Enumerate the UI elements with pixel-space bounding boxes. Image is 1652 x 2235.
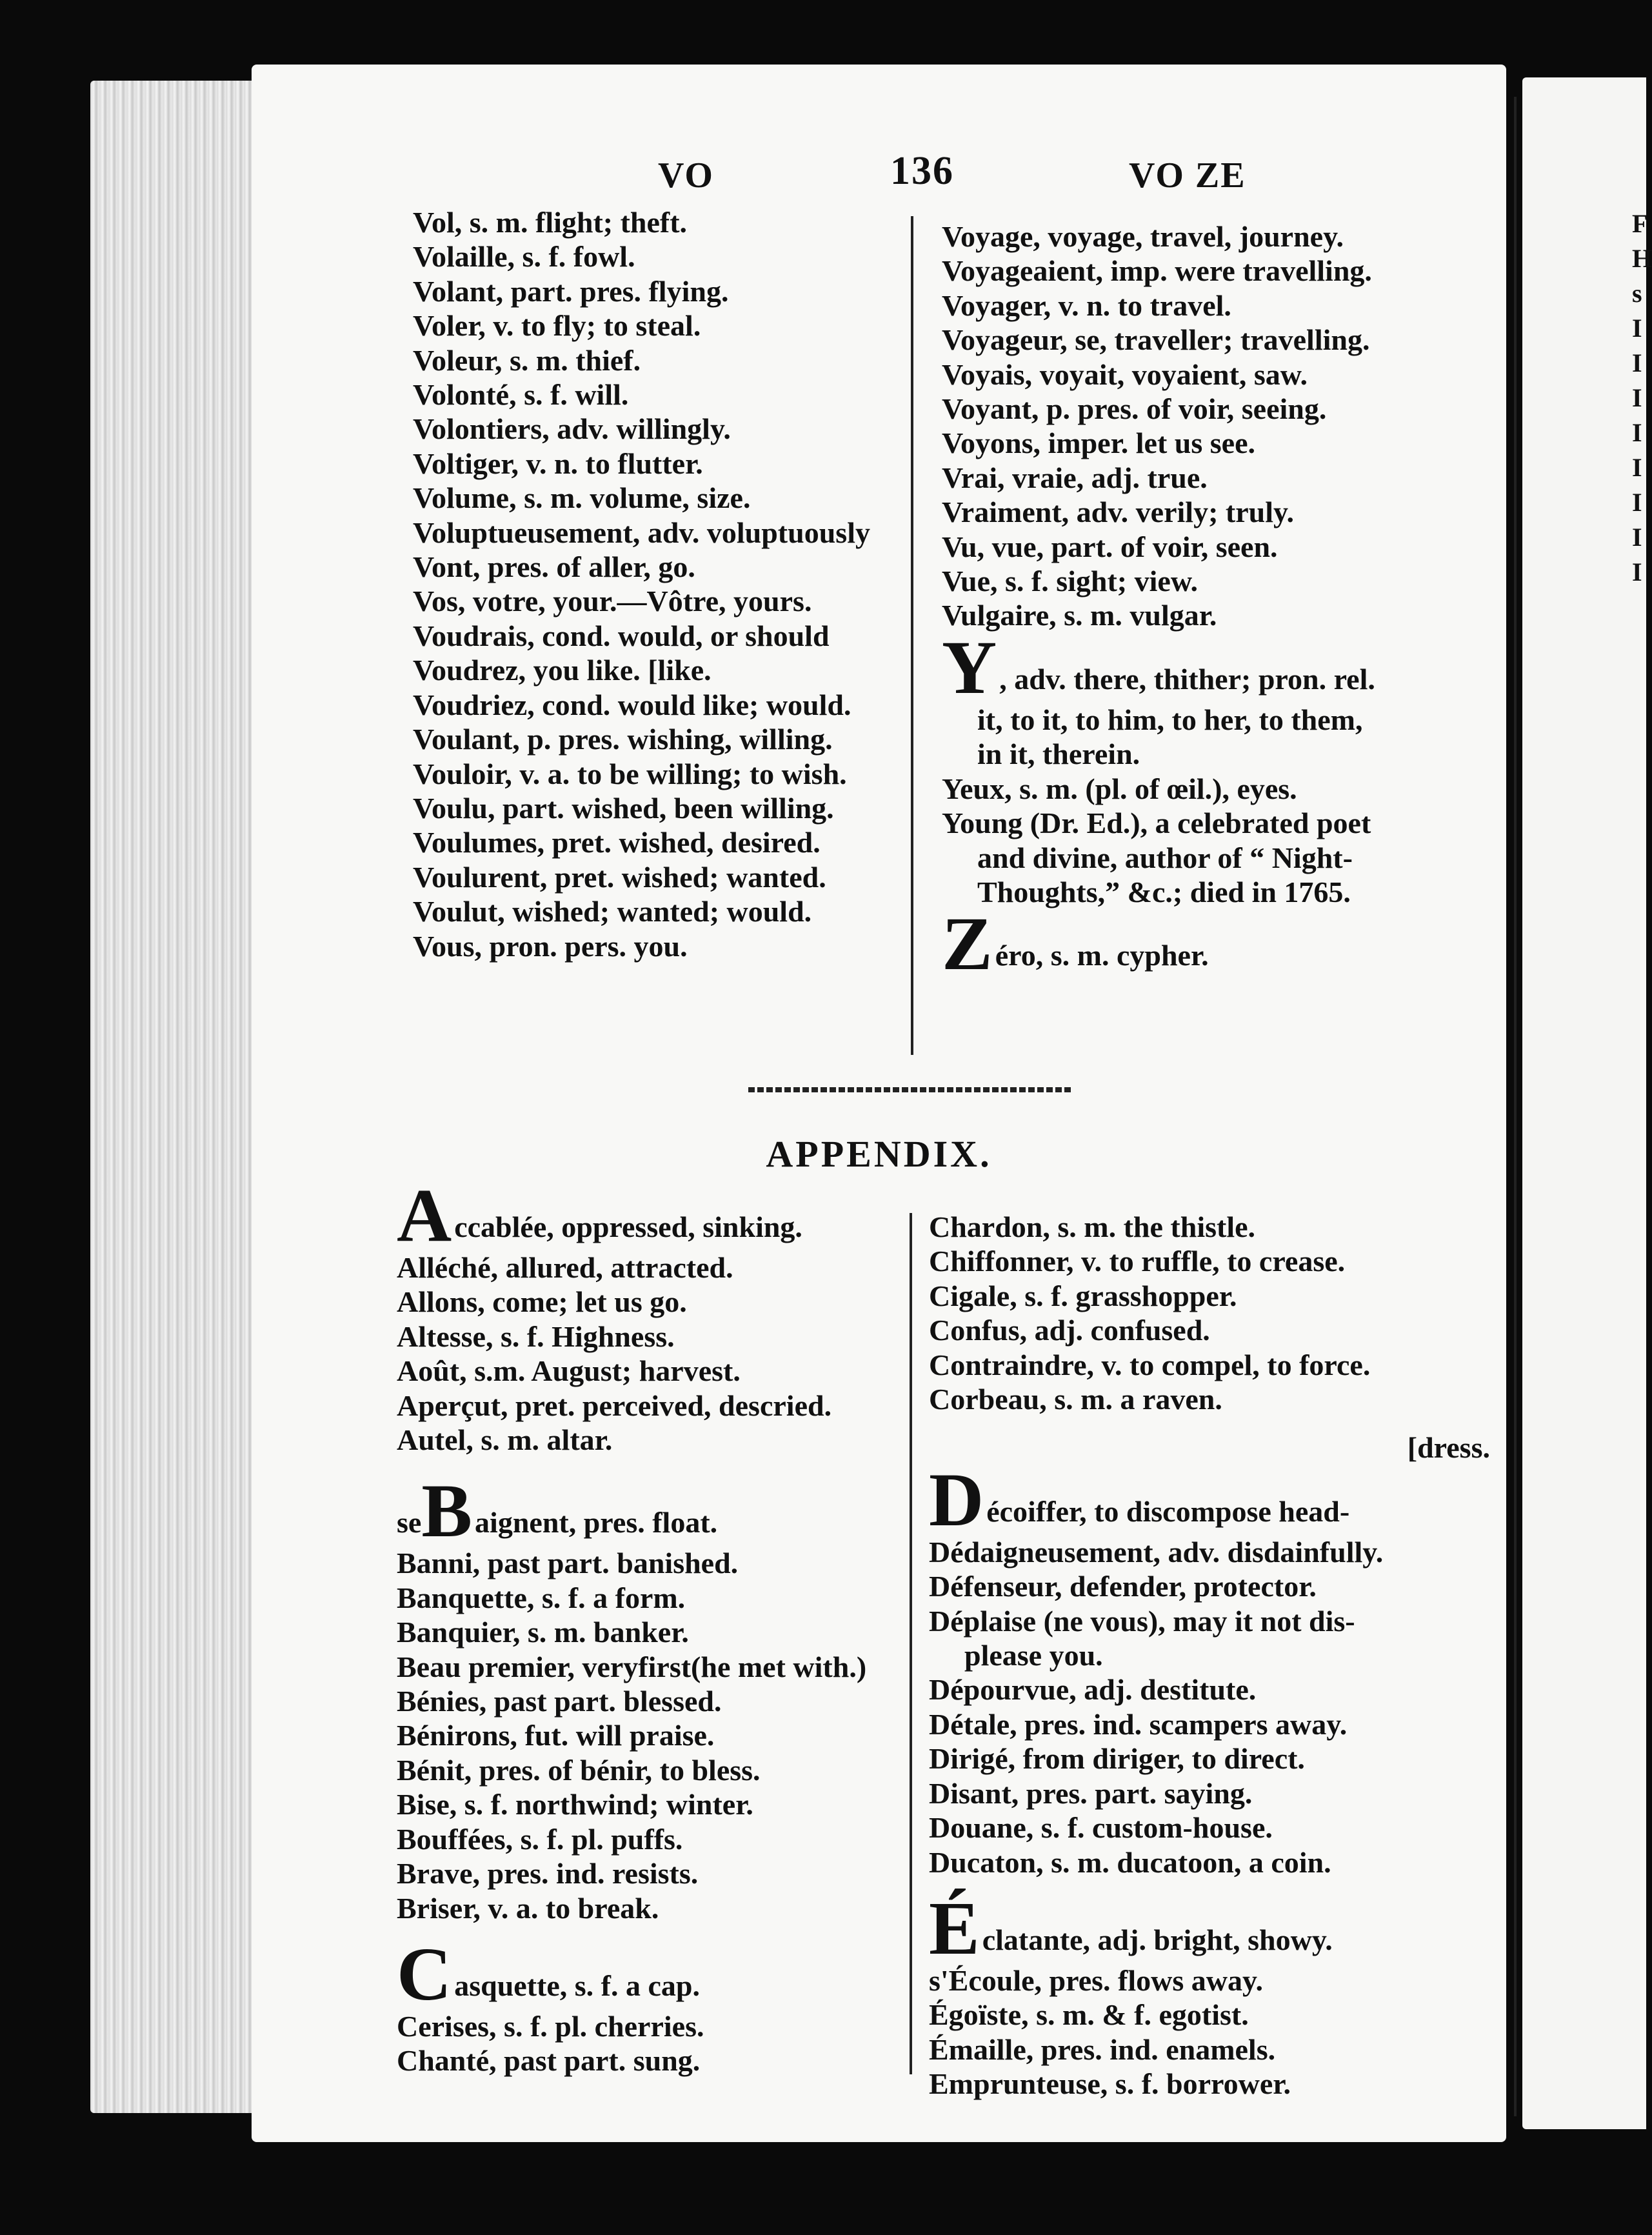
entry-text: Brave, pres. ind. resists. (397, 1857, 699, 1890)
appendix-entry (397, 1615, 977, 1649)
appendix-entry (929, 1845, 1509, 1879)
section-separator-rule (748, 1087, 1071, 1092)
appendix-left-column (397, 1173, 977, 2078)
entry-text: Altesse, s. f. Highness. (397, 1319, 675, 1353)
entry-definition: adv. willingly. (549, 412, 731, 446)
dictionary-entry (942, 598, 1522, 632)
entry-text: Briser, v. a. to break. (397, 1891, 659, 1925)
entry-definition: v. to fly; to steal. (485, 309, 701, 343)
vo-right-list (942, 219, 1522, 633)
entry-prefix: se (397, 1506, 422, 1539)
facing-page-letter: I (1632, 488, 1642, 517)
appendix-entry (397, 1319, 977, 1354)
entry-headword: Vos, (413, 585, 466, 618)
appendix-entry (397, 1891, 977, 1925)
entry-zero-definition: éro, s. m. cypher. (995, 939, 1209, 972)
entry-text: Bénirons, fut. will praise. (397, 1719, 715, 1752)
entry-y-line2: it, to it, to him, to her, to them, (977, 703, 1363, 736)
entry-definition: s. m. volume, size. (516, 481, 751, 515)
appendix-entry (397, 1822, 977, 1856)
dictionary-page (252, 65, 1506, 2142)
entry-headword: Voyageaient, (942, 254, 1104, 288)
entry-text: Bise, s. f. northwind; winter. (397, 1788, 753, 1821)
dictionary-entry (942, 530, 1522, 564)
entry-headword: Vouloir, (413, 757, 512, 790)
facing-page-letter: I (1632, 348, 1642, 377)
appendix-entry (397, 1787, 977, 1821)
appendix-entry (397, 1753, 977, 1787)
appendix-section-e (929, 1885, 1509, 2101)
entry-headword: Voulu, (413, 791, 495, 825)
facing-page-letters (1632, 206, 1652, 590)
appendix-entry (929, 1604, 1509, 1638)
entry-definition: pron. pers. you. (481, 929, 688, 963)
entry-y-line3: in it, therein. (977, 737, 1140, 771)
entry-definition: part. pres. flying. (503, 274, 729, 308)
drop-letter: B (421, 1468, 473, 1554)
facing-page-letter: I (1632, 418, 1642, 447)
drop-letter: C (397, 1931, 452, 2016)
dictionary-entry (942, 323, 1522, 357)
appendix-entry (929, 1998, 1509, 2032)
entry-definition: vraie, adj. true. (1004, 461, 1208, 494)
appendix-entry (397, 1856, 977, 1890)
entry-headword: Voudrais, (413, 619, 535, 652)
appendix-entry (397, 1285, 977, 1319)
entry-text: Bénit, pres. of bénir, to bless. (397, 1753, 761, 1787)
entry-headword: Voluptueusement, (413, 516, 641, 549)
entry-definition: s. m. vulgar. (1056, 599, 1217, 632)
entry-text: Bouffées, s. f. pl. puffs. (397, 1822, 683, 1856)
facing-page-letter: I (1632, 453, 1642, 482)
entry-headword: Voyageur, (942, 323, 1068, 357)
entry-headword: Voyais, (942, 357, 1033, 391)
entry-text: Dirigé, from diriger, to direct. (929, 1742, 1305, 1776)
appendix-column-divider (910, 1213, 912, 2074)
dictionary-entry (942, 564, 1522, 598)
appendix-heading: APPENDIX. (766, 1133, 992, 1175)
appendix-entry (929, 1382, 1509, 1416)
appendix-entry (929, 2067, 1509, 2101)
entry-text: Emprunteuse, s. f. borrower. (929, 2067, 1291, 2101)
dictionary-entry (942, 392, 1522, 426)
appendix-entry (929, 1430, 1509, 1465)
entry-definition: pret. wished, desired. (544, 826, 821, 859)
appendix-entry (397, 1581, 977, 1615)
header-right-guide: VO ZE (1129, 155, 1246, 195)
entry-headword: Vrai, (942, 461, 1005, 494)
entry-text: Allons, come; let us go. (397, 1285, 687, 1319)
appendix-entry (929, 2032, 1509, 2067)
entry-headword: Volonté, (413, 378, 517, 412)
entry-zero (942, 901, 1522, 987)
appendix-section-c (397, 1931, 977, 2078)
appendix-entry (397, 1718, 977, 1752)
appendix-entry (397, 1354, 977, 1388)
entry-definition: cond. would like; would. (534, 688, 851, 721)
facing-page-letter: I (1632, 314, 1642, 343)
entry-headword: Volaille, (413, 240, 515, 274)
entry-definition: adv. voluptuously (640, 516, 870, 549)
entry-text: Cigale, s. f. grasshopper. (929, 1279, 1237, 1312)
entry-definition: s. m. thief. (502, 343, 641, 377)
entry-definition: v. a. to be willing; to wish. (512, 757, 847, 790)
entry-headword: Vol, (413, 206, 463, 239)
entry-definition: p. pres. wishing, willing. (519, 723, 833, 756)
facing-page-letter: I (1632, 523, 1642, 552)
entry-y-line1: , adv. there, thither; pron. rel. (999, 662, 1375, 696)
appendix-entry (397, 1931, 977, 2016)
entry-text: Banni, past part. banished. (397, 1547, 739, 1580)
entry-young-line1: Young (Dr. Ed.), a celebrated poet (942, 807, 1371, 840)
entry-text: Ducaton, s. m. ducatoon, a coin. (929, 1845, 1331, 1879)
entry-young-line3: Thoughts,” &c.; died in 1765. (977, 875, 1351, 908)
entry-definition: s. f. fowl. (515, 240, 635, 274)
appendix-section-a (397, 1173, 977, 1457)
appendix-entry (929, 1638, 1509, 1672)
entry-text: Autel, s. m. altar. (397, 1423, 613, 1457)
entry-text: Dépourvue, adj. destitute. (929, 1673, 1257, 1707)
appendix-entry (929, 1707, 1509, 1741)
entry-text: Déplaise (ne vous), may it not dis- (929, 1604, 1355, 1638)
entry-headword: Voulut, (413, 895, 505, 928)
appendix-entry (929, 1672, 1509, 1707)
appendix-entry (397, 1388, 977, 1423)
entry-yeux-headword: Yeux, (942, 772, 1012, 805)
appendix-entry (397, 1684, 977, 1718)
entry-text: Cerises, s. f. pl. cherries. (397, 2009, 704, 2043)
entry-text: Aperçut, pret. perceived, descried. (397, 1388, 832, 1422)
appendix-entry (929, 1279, 1509, 1313)
appendix-entry (929, 1535, 1509, 1569)
appendix-entry (929, 1244, 1509, 1278)
appendix-entry (929, 1313, 1509, 1347)
appendix-entry (397, 1468, 977, 1554)
entry-definition: imp. were travelling. (1103, 254, 1372, 288)
facing-page-edge (1522, 77, 1646, 2129)
entry-headword: Volant, (413, 274, 504, 308)
entry-definition: pres. of aller, go. (480, 550, 695, 584)
entry-definition: part. wished, been willing. (495, 791, 834, 825)
appendix-entry (929, 1457, 1509, 1542)
appendix-entry (929, 1210, 1509, 1244)
entry-definition: voyait, voyaient, saw. (1032, 357, 1308, 391)
entry-definition: s. f. will. (516, 378, 629, 412)
facing-page-letter: s (1632, 279, 1642, 308)
header-left-guide: VO (658, 155, 714, 195)
entry-definition: se, traveller; travelling. (1067, 323, 1370, 357)
entry-text: Disant, pres. part. saying. (929, 1776, 1253, 1810)
dictionary-entry (942, 357, 1522, 392)
appendix-entry (397, 1546, 977, 1580)
entry-headword: Voltiger, (413, 446, 519, 480)
entry-definition: wished; wanted; would. (504, 895, 812, 928)
appendix-entry (929, 1741, 1509, 1776)
entry-headword: Voulurent, (413, 860, 548, 894)
entry-text: Détale, pres. ind. scampers away. (929, 1707, 1348, 1741)
appendix-entry (929, 1810, 1509, 1845)
entry-text: Chiffonner, v. to ruffle, to crease. (929, 1245, 1346, 1278)
entry-definition: s. f. sight; view. (997, 565, 1198, 598)
entry-headword: Voyage, (942, 220, 1040, 253)
entry-text: Émaille, pres. ind. enamels. (929, 2032, 1276, 2066)
appendix-entry (929, 1348, 1509, 1382)
entry-text: Défenseur, defender, protector. (929, 1570, 1317, 1603)
entry-text: Bénies, past part. blessed. (397, 1685, 722, 1718)
vo-right-column (942, 219, 1522, 987)
entry-headword: Vu, (942, 530, 985, 563)
entry-headword: Vue, (942, 565, 998, 598)
entry-text: s'Écoule, pres. flows away. (929, 1963, 1263, 1997)
entry-headword: Vulgaire, (942, 599, 1057, 632)
entry-text: please you. (964, 1639, 1103, 1672)
drop-letter: D (929, 1457, 984, 1542)
entry-headword: Voyager, (942, 288, 1051, 322)
entry-text: Chanté, past part. sung. (397, 2044, 701, 2078)
entry-text: Banquier, s. m. banker. (397, 1616, 689, 1649)
entry-definition: votre, your.—Vôtre, yours. (465, 585, 812, 618)
appendix-entry (397, 1173, 977, 1258)
entry-headword: Volume, (413, 481, 517, 515)
entry-headword: Voudriez, (413, 688, 535, 721)
entry-text: ccablée, oppressed, sinking. (454, 1210, 802, 1243)
dictionary-entry (942, 426, 1522, 460)
entry-definition: imper. let us see. (1040, 426, 1256, 460)
appendix-entry (397, 1423, 977, 1457)
entry-definition: vue, part. of voir, seen. (984, 530, 1278, 563)
dictionary-entry (942, 288, 1522, 323)
column-divider (911, 216, 913, 1055)
appendix-entry (929, 1776, 1509, 1810)
book-page-edges (90, 81, 271, 2113)
dictionary-entry (942, 219, 1522, 254)
appendix-entry (929, 1885, 1509, 1970)
entry-headword: Vont, (413, 550, 481, 584)
drop-letter: A (397, 1173, 452, 1258)
appendix-section-c-cont (929, 1210, 1509, 1416)
appendix-section-d (929, 1430, 1509, 1879)
entry-headword: Volontiers, (413, 412, 550, 446)
entry-text: Août, s.m. August; harvest. (397, 1354, 741, 1388)
facing-page-letter: I (1632, 557, 1642, 586)
entry-text: Chardon, s. m. the thistle. (929, 1210, 1256, 1243)
entry-text: Confus, adj. confused. (929, 1314, 1210, 1347)
entry-text: Corbeau, s. m. a raven. (929, 1383, 1222, 1416)
entry-headword: Voyons, (942, 426, 1040, 460)
entry-headword: Voyant, (942, 392, 1039, 426)
entry-definition: you like. [like. (526, 654, 712, 687)
appendix-entry (397, 2043, 977, 2078)
entry-text: clatante, adj. bright, showy. (982, 1923, 1333, 1956)
entry-definition: p. pres. of voir, seeing. (1039, 392, 1327, 426)
dictionary-entry (942, 254, 1522, 288)
entry-text: asquette, s. f. a cap. (454, 1969, 700, 2002)
entry-text: écoiffer, to discompose head- (986, 1494, 1350, 1528)
entry-definition: pret. wished; wanted. (547, 860, 826, 894)
entry-text: Banquette, s. f. a form. (397, 1581, 686, 1614)
entry-text: Beau premier, veryfirst(he met with.) (397, 1650, 867, 1683)
appendix-entry (397, 1650, 977, 1684)
entry-headword: Vous, (413, 929, 482, 963)
entry-text: Douane, s. f. custom-house. (929, 1811, 1273, 1845)
facing-page-letter: H (1632, 244, 1652, 273)
entry-headword: Voudrez, (413, 654, 526, 687)
entry-text: Contraindre, v. to compel, to force. (929, 1348, 1371, 1381)
entry-definition: v. n. to travel. (1051, 288, 1231, 322)
appendix-entry (397, 2009, 977, 2043)
dictionary-entry (942, 495, 1522, 529)
page-header (252, 148, 1506, 200)
dictionary-entry (942, 461, 1522, 495)
entry-headword: Voleur, (413, 343, 503, 377)
appendix-section-b (397, 1468, 977, 1925)
page-number: 136 (890, 149, 954, 193)
entry-definition: v. n. to flutter. (519, 446, 703, 480)
entry-headword: Voulumes, (413, 826, 545, 859)
entry-text: Dédaigneusement, adv. disdainfully. (929, 1535, 1384, 1569)
entry-headword: Voler, (413, 309, 486, 343)
entry-definition: voyage, travel, journey. (1040, 220, 1344, 253)
appendix-entry (929, 1569, 1509, 1603)
drop-letter: É (929, 1885, 980, 1970)
entry-young-line2: and divine, author of “ Night- (977, 841, 1353, 874)
entry-definition: s. m. flight; theft. (462, 206, 688, 239)
entry-yeux-definition: s. m. (pl. of œil.), eyes. (1011, 772, 1297, 805)
entry-yeux (942, 772, 1522, 806)
entry-definition: adv. verily; truly. (1069, 496, 1294, 529)
facing-page-letter: F (1632, 209, 1648, 238)
entry-headword: Voulant, (413, 723, 520, 756)
entry-text: Alléché, allured, attracted. (397, 1251, 733, 1284)
entry-headword: Vraiment, (942, 496, 1070, 529)
entry-definition: cond. would, or should (534, 619, 830, 652)
entry-text: [dress. (1407, 1431, 1490, 1465)
entry-y (942, 625, 1522, 710)
entry-text: Égoïste, s. m. & f. egotist. (929, 1998, 1249, 2032)
drop-letter-y: Y (942, 625, 997, 710)
drop-letter-z: Z (942, 901, 993, 987)
facing-page-letter: I (1632, 383, 1642, 412)
appendix-entry (929, 1963, 1509, 1998)
entry-text: aignent, pres. float. (475, 1506, 718, 1539)
appendix-right-column (929, 1210, 1509, 2101)
appendix-entry (397, 1250, 977, 1285)
